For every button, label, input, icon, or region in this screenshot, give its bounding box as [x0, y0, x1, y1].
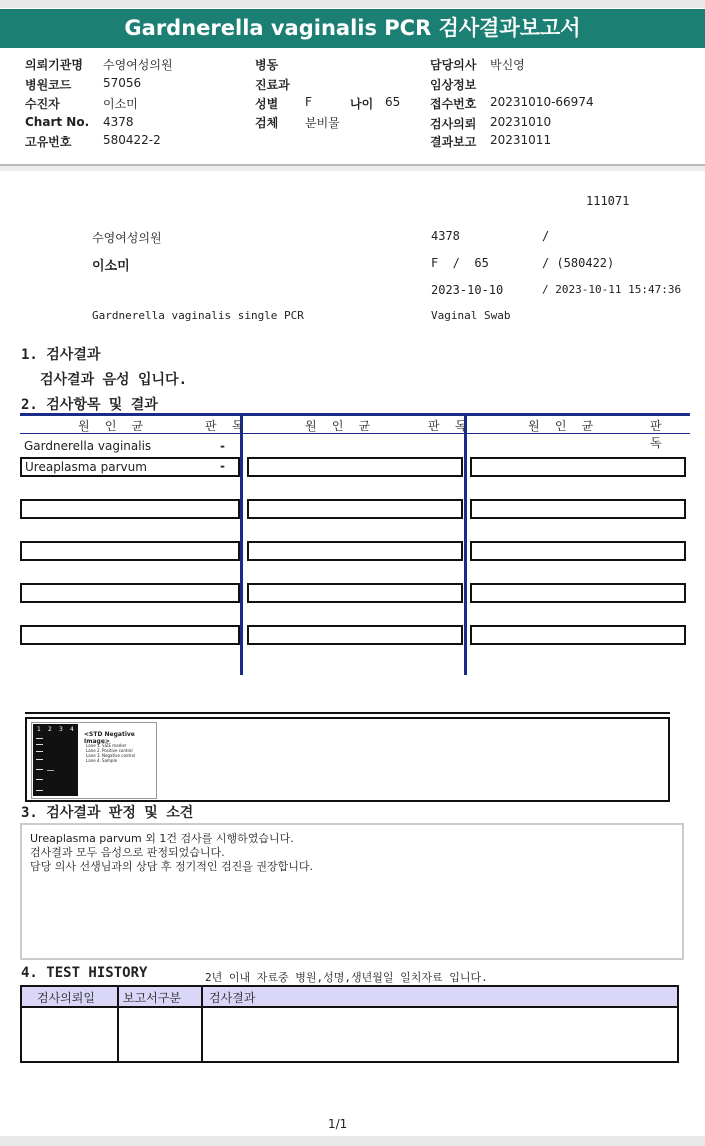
header-value: 분비물 [305, 116, 340, 130]
header-value: 65 [385, 95, 401, 109]
opinion-line: 담당 의사 선생님과의 상담 후 정기적인 검진을 권장합니다. [30, 860, 313, 873]
col-header-judge: 판 독 [428, 419, 471, 433]
header-label: 접수번호 [430, 97, 477, 111]
lane-label: 3 [59, 726, 63, 733]
col-header-cause: 원 인 균 [78, 419, 148, 433]
lane-label: 4 [70, 726, 74, 733]
header-value: 57056 [103, 76, 142, 90]
opinion-line: Ureaplasma parvum 외 1건 검사를 시행하였습니다. [30, 832, 294, 845]
gel-band [36, 744, 43, 745]
header-label: 담당의사 [430, 58, 477, 72]
result-name: Gardnerella vaginalis [24, 439, 152, 453]
result-box [470, 541, 686, 561]
header-label: 고유번호 [25, 135, 72, 149]
gel-caption-line: Lane 1. SIZE marker [86, 743, 127, 748]
col-header-judge: 판 독 [650, 419, 666, 450]
gel-band [36, 779, 43, 780]
header-label: 의뢰기관명 [25, 58, 83, 72]
result-box [470, 457, 686, 477]
gel-separator [25, 712, 670, 714]
gel-band [36, 751, 43, 752]
gel-caption-line: Lane 3. Negative control [86, 753, 136, 758]
result-value: - [220, 439, 225, 453]
result-box [247, 457, 463, 477]
history-table [20, 985, 679, 1063]
test-name: Gardnerella vaginalis single PCR [92, 309, 304, 322]
gel-lanes-panel [33, 724, 78, 796]
gel-caption-line: Lane 4. Sample [86, 758, 118, 763]
result-box [247, 499, 463, 519]
result-box [470, 499, 686, 519]
report-time: / 2023-10-11 15:47:36 [542, 283, 682, 296]
result-box [247, 541, 463, 561]
header-value: 20231011 [490, 133, 552, 147]
birth-code: / (580422) [542, 256, 615, 270]
history-col-divider [201, 987, 203, 1061]
gel-band [36, 759, 43, 760]
patient-name: 이소미 [92, 259, 130, 274]
result-name: Ureaplasma parvum [25, 460, 147, 474]
history-header-row [22, 987, 677, 1008]
header-value: 수영여성의원 [103, 58, 173, 72]
header-divider-shadow [0, 166, 705, 171]
result-box [20, 625, 240, 645]
header-label: 진료과 [255, 78, 290, 92]
header-label: 병동 [255, 58, 279, 72]
request-date: 2023-10-10 [431, 283, 504, 297]
result-value: - [220, 459, 225, 473]
lane-label: 1 [37, 726, 41, 733]
history-col-header: 검사결과 [209, 991, 256, 1005]
header-value: 박신영 [490, 58, 525, 72]
header-label: 병원코드 [25, 78, 72, 92]
header-value: 20231010 [490, 115, 552, 129]
gel-caption-title: <STD Negative Image> [84, 731, 135, 745]
result-grid [20, 413, 690, 675]
section4-heading: 4. TEST HISTORY [21, 965, 148, 981]
gel-caption-line: Lane 2. Positive control [86, 748, 133, 753]
section1-result: 검사결과 음성 입니다. [40, 372, 188, 388]
opinion-box [20, 823, 684, 960]
header-label: 검체 [255, 116, 279, 130]
header-value: 4378 [103, 115, 134, 129]
header-label: 나이 [350, 97, 374, 111]
chart-number: 4378 [431, 229, 460, 243]
header-label: 성별 [255, 97, 279, 111]
result-box [470, 583, 686, 603]
header-label: 결과보고 [430, 135, 477, 149]
specimen: Vaginal Swab [431, 309, 511, 322]
result-box [20, 583, 240, 603]
gel-band [36, 790, 43, 791]
history-col-header: 검사의뢰일 [37, 991, 95, 1005]
history-note: 2년 이내 자료중 병원,성명,생년월일 일치자료 입니다. [205, 971, 488, 984]
grid-divider [464, 413, 467, 675]
section3-heading: 3. 검사결과 판정 및 소견 [21, 805, 194, 821]
header-label: 임상정보 [430, 78, 477, 92]
slash: / [542, 229, 550, 243]
header-value: 580422-2 [103, 133, 161, 147]
report-title: Gardnerella vaginalis PCR 검사결과보고서 [0, 9, 705, 48]
page-number: 1/1 [328, 1117, 348, 1131]
header-value: 20231010-66974 [490, 95, 594, 109]
header-label: 검사의뢰 [430, 117, 477, 131]
col-header-judge: 판 독 [205, 419, 248, 433]
section2-heading: 2. 검사항목 및 결과 [21, 397, 158, 413]
result-box [247, 625, 463, 645]
sex-age: F / 65 [431, 256, 489, 270]
lane-label: 2 [48, 726, 52, 733]
header-info [0, 48, 705, 164]
gel-band [36, 769, 43, 770]
opinion-line: 검사결과 모두 음성으로 판정되었습니다. [30, 846, 225, 859]
grid-top-line [20, 413, 690, 416]
gel-band [47, 770, 54, 771]
report-code: 111071 [586, 194, 630, 208]
result-box [20, 499, 240, 519]
grid-divider [240, 413, 243, 675]
header-value: F [305, 95, 312, 109]
header-label: Chart No. [25, 115, 90, 129]
gel-band [36, 738, 43, 739]
gel-image [31, 722, 157, 799]
bottom-strip [0, 1136, 705, 1146]
history-col-header: 보고서구분 [123, 991, 181, 1005]
result-box [20, 541, 240, 561]
history-col-divider [117, 987, 119, 1061]
header-value: 이소미 [103, 97, 138, 111]
header-label: 수진자 [25, 97, 60, 111]
top-strip [0, 0, 705, 8]
result-box [470, 625, 686, 645]
clinic-name: 수영여성의원 [92, 231, 162, 245]
col-header-cause: 원 인 균 [528, 419, 598, 433]
col-header-cause: 원 인 균 [305, 419, 375, 433]
section1-heading: 1. 검사결과 [21, 347, 101, 363]
result-box [247, 583, 463, 603]
